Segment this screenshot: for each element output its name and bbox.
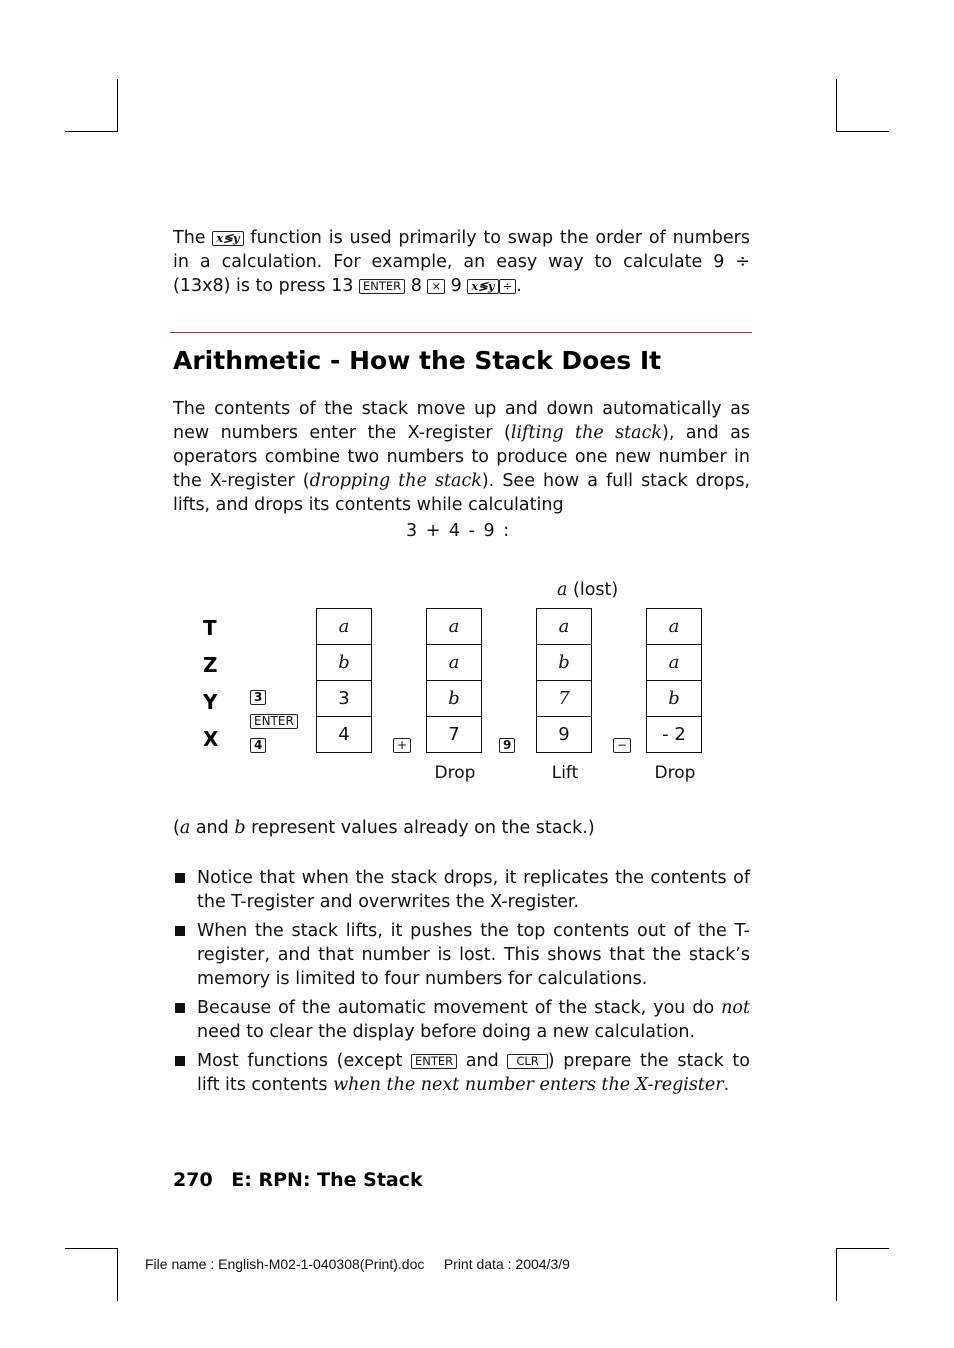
minus-key: − bbox=[613, 738, 631, 753]
multiply-key: × bbox=[427, 279, 445, 294]
stack-cell: 7 bbox=[448, 724, 460, 745]
stack-column-2 bbox=[426, 608, 482, 753]
register-label-t: T bbox=[203, 616, 217, 640]
stack-column-3 bbox=[536, 608, 592, 753]
crop-mark-bottom-right-v bbox=[836, 1248, 837, 1301]
section-divider bbox=[170, 332, 752, 333]
stack-cell: 4 bbox=[338, 724, 350, 745]
print-date: Print data : 2004/3/9 bbox=[443, 1256, 570, 1272]
list-item: Most functions (except ENTER and CLR ) prepare the stack to lift its contents when the next number enters the X-register. bbox=[173, 1049, 750, 1097]
bullet-square-icon bbox=[175, 873, 185, 883]
stack-cell: 3 bbox=[317, 681, 371, 717]
bullet-square-icon bbox=[175, 1003, 185, 1013]
crop-mark-bottom-left-h bbox=[65, 1248, 118, 1249]
stack-cell: 7 bbox=[537, 681, 591, 717]
stack-cell: b bbox=[317, 645, 371, 681]
stack-paragraph: The contents of the stack move up and down automatically as new numbers enter the X-register (lifting the stack), and as operators combine two numbers to produce one new number in the X-register (dropping the stack). See how a full stack drops, lifts, and drops its contents while calculating bbox=[173, 399, 751, 515]
stack-cell: a bbox=[427, 609, 481, 645]
list-item: When the stack lifts, it pushes the top contents out of the T-register, and that number is lost. This shows that the stack’s memory is limited to four numbers for calculations. bbox=[173, 919, 750, 991]
stack-cell: b bbox=[427, 681, 481, 717]
stack-cell: b bbox=[647, 681, 701, 717]
list-item: Notice that when the stack drops, it replicates the contents of the T-register and overwrites the X-register. bbox=[173, 866, 750, 914]
bullet-square-icon bbox=[175, 926, 185, 936]
crop-mark-top-left-v bbox=[117, 79, 118, 132]
section-title: E: RPN: The Stack bbox=[231, 1169, 423, 1191]
stack-cell: 9 bbox=[558, 724, 570, 745]
notes-list bbox=[173, 866, 750, 1102]
plus-key: + bbox=[393, 738, 411, 753]
stack-cell: a bbox=[537, 609, 591, 645]
crop-mark-top-right-v bbox=[836, 79, 837, 132]
enter-key: ENTER bbox=[359, 279, 405, 294]
file-info bbox=[145, 1256, 570, 1272]
crop-mark-bottom-left-v bbox=[117, 1248, 118, 1301]
stack-cell: a bbox=[317, 609, 371, 645]
stack-column-4 bbox=[646, 608, 702, 753]
swap-xy-key-2: x≶y bbox=[467, 279, 498, 294]
equation: 3 + 4 - 9 : bbox=[406, 521, 510, 541]
stack-cell: b bbox=[537, 645, 591, 681]
caption-lift: Lift bbox=[551, 763, 579, 783]
stack-note: (a and b represent values already on the stack.) bbox=[173, 818, 595, 838]
clr-key: CLR bbox=[507, 1054, 547, 1069]
key-enter: ENTER bbox=[250, 714, 298, 729]
list-item: Because of the automatic movement of the stack, you do not need to clear the display before doing a new calculation. bbox=[173, 996, 750, 1044]
bullet-square-icon bbox=[175, 1056, 185, 1066]
stack-cell: a bbox=[647, 645, 701, 681]
page-footer bbox=[173, 1169, 423, 1191]
register-label-z: Z bbox=[203, 653, 218, 677]
key-4: 4 bbox=[250, 738, 266, 753]
file-name: File name : English-M02-1-040308(Print).doc bbox=[145, 1256, 425, 1272]
caption-drop-2: Drop bbox=[654, 763, 696, 783]
key-3: 3 bbox=[250, 690, 266, 705]
page-number: 270 bbox=[173, 1169, 213, 1191]
intro-paragraph: The x≶y function is used primarily to swap the order of numbers in a calculation. For example, an easy way to calculate 9 ÷ (13x8) is to press 13 ENTER 8 × 9 x≶y ÷ . bbox=[173, 228, 750, 296]
stack-cell: a bbox=[427, 645, 481, 681]
section-heading: Arithmetic - How the Stack Does It bbox=[173, 346, 662, 375]
crop-mark-top-left-h bbox=[65, 131, 118, 132]
caption-drop-1: Drop bbox=[434, 763, 476, 783]
stack-column-1 bbox=[316, 608, 372, 753]
register-label-y: Y bbox=[203, 690, 218, 714]
swap-xy-key: x≶y bbox=[212, 231, 243, 246]
register-label-x: X bbox=[203, 727, 219, 751]
key-9: 9 bbox=[499, 738, 515, 753]
stack-cell: a bbox=[647, 609, 701, 645]
enter-key: ENTER bbox=[411, 1054, 457, 1069]
divide-key: ÷ bbox=[499, 279, 517, 294]
lost-label: a (lost) bbox=[557, 580, 619, 600]
crop-mark-top-right-h bbox=[836, 131, 889, 132]
stack-cell: - 2 bbox=[662, 724, 686, 745]
crop-mark-bottom-right-h bbox=[836, 1248, 889, 1249]
